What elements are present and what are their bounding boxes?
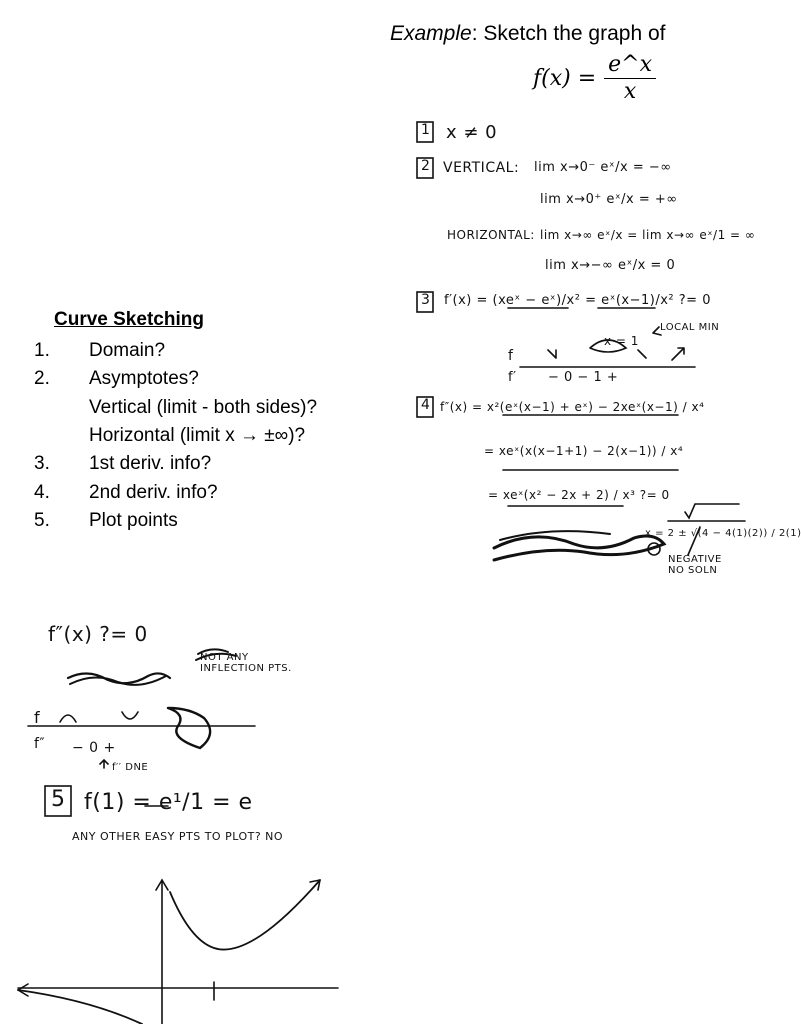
step-number-5: 5 — [51, 787, 65, 812]
example-prefix: Example — [390, 22, 472, 45]
function-denominator: x — [623, 79, 637, 104]
first-derivative: f′(x) = (xeˣ − eˣ)/x² = eˣ(x−1)/x² ?= 0 — [444, 293, 711, 308]
negative-no-solution: NEGATIVE NO SOLN — [668, 554, 722, 576]
horizontal-label: HORIZONTAL: — [447, 228, 535, 242]
step-number-4: 4 — [421, 397, 430, 413]
curve-left-branch — [18, 990, 142, 1024]
second-sign-chart-fpp: f″ — [34, 736, 46, 752]
list-item: 2. Asymptotes? — [34, 368, 199, 390]
sign-chart-fprime: f′ — [508, 370, 517, 385]
list-item: Horizontal (limit x → ±∞)? — [89, 425, 306, 447]
curve-sketching-heading: Curve Sketching — [54, 309, 204, 330]
second-derivative-line1: f″(x) = x²(eˣ(x−1) + eˣ) − 2xeˣ(x−1) / x⁴ — [440, 400, 705, 414]
example-text: : Sketch the graph of — [471, 22, 666, 45]
sign-chart-fprime-values: − 0 − 1 + — [548, 370, 619, 385]
domain-note: x ≠ 0 — [446, 122, 498, 143]
plot-point-eval: f(1) = e¹/1 = e — [84, 790, 253, 815]
second-derivative-line3: = xeˣ(x² − 2x + 2) / x³ ?= 0 — [488, 488, 670, 502]
list-item: 3. 1st deriv. info? — [34, 453, 212, 475]
second-sign-chart-values: − 0 + — [72, 740, 116, 756]
no-inflection-note: NOT ANY INFLECTION PTS. — [200, 652, 292, 674]
limit-infinity: lim x→∞ eˣ/x = lim x→∞ eˣ/1 = ∞ — [540, 228, 756, 242]
fpp-dne-note: f′′ DNE — [112, 762, 149, 773]
second-derivative-line2: = xeˣ(x(x−1+1) − 2(x−1)) / x⁴ — [484, 444, 684, 458]
limit-neg-infinity: lim x→−∞ eˣ/x = 0 — [545, 258, 676, 273]
step-number-2: 2 — [421, 158, 430, 174]
quadratic-formula: x = 2 ± √(4 − 4(1)(2)) / 2(1) — [645, 528, 801, 539]
list-item: 5. Plot points — [34, 509, 178, 531]
limit-right: lim x→0⁺ eˣ/x = +∞ — [540, 192, 678, 207]
sign-chart-f: f — [508, 348, 514, 364]
local-min-note: LOCAL MIN — [660, 322, 720, 333]
easy-points-note: ANY OTHER EASY PTS TO PLOT? NO — [72, 830, 284, 843]
list-item: 1. Domain? — [34, 340, 166, 362]
function-numerator: e^x — [604, 52, 656, 79]
list-item: Vertical (limit - both sides)? — [89, 396, 318, 418]
limit-left: lim x→0⁻ eˣ/x = −∞ — [534, 160, 672, 175]
second-derivative-equation: f″(x) ?= 0 — [48, 622, 148, 646]
vertical-label: VERTICAL: — [443, 160, 520, 176]
second-sign-chart-f: f — [34, 708, 41, 727]
curve-right-branch — [170, 880, 320, 950]
critical-point: x = 1 — [604, 334, 639, 348]
step-number-1: 1 — [421, 122, 430, 138]
function-lhs: f(x) = — [533, 66, 597, 91]
list-item: 4. 2nd deriv. info? — [34, 481, 218, 503]
step-number-3: 3 — [421, 292, 430, 308]
